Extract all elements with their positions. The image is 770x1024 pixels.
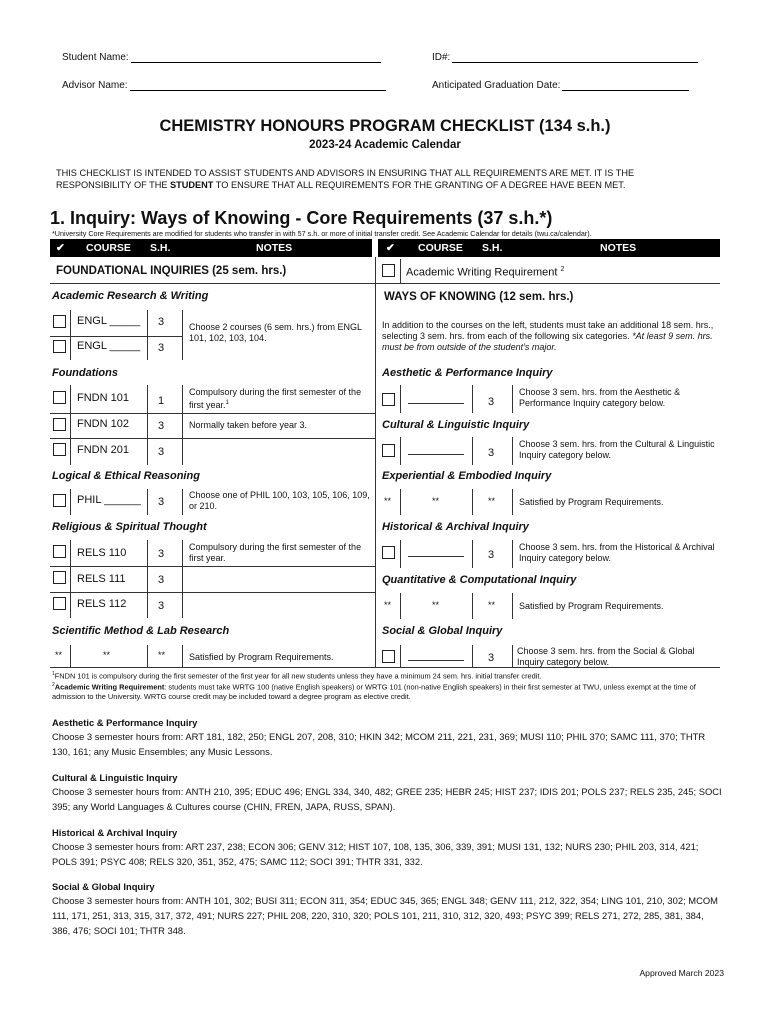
engl-sh-2: 3	[158, 342, 165, 354]
grid-line	[50, 566, 375, 567]
social-course-blank[interactable]	[408, 650, 464, 661]
grid-line	[512, 385, 513, 413]
advisor-name-field[interactable]	[62, 80, 386, 91]
historical-sh: 3	[488, 549, 495, 561]
cultural-course-blank[interactable]	[408, 444, 464, 455]
cultural-sh: 3	[488, 447, 495, 459]
rels111-sh: 3	[158, 574, 165, 586]
fndn101-course: FNDN 101	[77, 392, 129, 404]
student-name-label: Student Name:	[62, 52, 129, 63]
phil-sh: 3	[158, 496, 165, 508]
student-name-line[interactable]	[131, 52, 381, 63]
grid-line	[400, 489, 401, 515]
fndn102-course: FNDN 102	[77, 418, 129, 430]
social-list-body: Choose 3 semester hours from: ANTH 101, 302; BUSI 311; ECON 311, 354; EDUC 345, 365; ENGL 348; GENV 111, 212, 322, 354; LING 101, 210, 302; MCOM 111, 171, 251, 313, 315, 317, 372, 491; NURS 227; PHIL 208, 220, 310, 320; POLS 101, 211, 310, 312, 320, 493; PSYC 399; RELS 271, 272, 285, 381, 384, 386, 476; SOCI 101; THTR 348.	[52, 895, 718, 936]
checkbox[interactable]	[382, 264, 395, 277]
phil-note: Choose one of PHIL 100, 103, 105, 106, 109, or 210.	[189, 490, 370, 511]
rels110-note: Compulsory during the first semester of the first year.	[189, 542, 362, 563]
grid-line	[182, 489, 183, 515]
column-divider	[375, 257, 376, 667]
aesthetic-list-heading: Aesthetic & Performance Inquiry	[52, 717, 198, 728]
checkbox[interactable]	[53, 315, 66, 328]
graduation-date-line[interactable]	[562, 80, 689, 91]
aesthetic-note: Choose 3 sem. hrs. from the Aesthetic & Performance Inquiry category below.	[519, 387, 681, 408]
ways-of-knowing-note: In addition to the courses on the left, students must take an additional 18 sem. hrs., selecting 3 sem. hrs. from each of the following six categories. *At least 9 sem. hrs. must be from outside of the student’s major.	[382, 320, 714, 352]
grid-line	[70, 310, 71, 360]
grid-line	[50, 413, 375, 414]
grid-line	[50, 438, 375, 439]
header-sh: S.H.	[482, 242, 503, 254]
id-label: ID#:	[432, 52, 451, 63]
id-line[interactable]	[452, 52, 698, 63]
checkbox[interactable]	[382, 444, 395, 457]
page-subtitle: 2023-24 Academic Calendar	[309, 139, 461, 151]
historical-list-heading: Historical & Archival Inquiry	[52, 827, 178, 838]
historical-heading: Historical & Archival Inquiry	[382, 521, 529, 533]
ways-of-knowing-heading: WAYS OF KNOWING (12 sem. hrs.)	[384, 291, 574, 303]
grid-line	[400, 645, 401, 667]
social-note: Choose 3 sem. hrs. from the Social & Global Inquiry category below.	[517, 646, 695, 667]
grid-line	[147, 385, 148, 465]
grid-line	[512, 437, 513, 465]
grid-line	[472, 489, 473, 515]
sci-note: Satisfied by Program Requirements.	[189, 652, 334, 662]
grid-line	[182, 385, 183, 465]
sci-check: **	[55, 650, 63, 660]
aesthetic-heading: Aesthetic & Performance Inquiry	[382, 367, 553, 379]
grid-line	[400, 385, 401, 413]
grid-line	[375, 283, 720, 284]
sci-course: **	[103, 650, 111, 660]
cultural-note: Choose 3 sem. hrs. from the Cultural & Linguistic Inquiry category below.	[519, 439, 715, 460]
intro-text	[56, 167, 726, 191]
approved-date: Approved March 2023	[639, 968, 724, 978]
grid-line	[70, 540, 71, 618]
grid-line	[512, 645, 513, 667]
rels111-course: RELS 111	[77, 573, 126, 585]
scientific-heading: Scientific Method & Lab Research	[52, 625, 230, 637]
quantitative-note: Satisfied by Program Requirements.	[519, 601, 664, 611]
experiential-check: **	[384, 496, 392, 506]
grid-line	[400, 540, 401, 568]
footnote-1: $^1$FNDN 101 is compulsory during the first semester of the first year for all new students unless they have a minimum 24 sem. hrs. initial transfer credit.	[52, 671, 542, 681]
grid-line	[472, 385, 473, 413]
fndn201-sh: 3	[158, 446, 165, 458]
checkbox[interactable]	[53, 597, 66, 610]
grid-line	[182, 310, 183, 360]
intro-line-2: RESPONSIBILITY OF THE STUDENT TO ENSURE THAT ALL REQUIREMENTS FOR THE GRANTING OF A DEGREE HAVE BEEN MET.	[56, 180, 626, 190]
intro-line-1: THIS CHECKLIST IS INTENDED TO ASSIST STUDENTS AND ADVISORS IN ENSURING THAT ALL REQUIREMENTS ARE MET. IT IS THE	[56, 168, 635, 178]
aesthetic-list-body: Choose 3 semester hours from: ART 181, 182, 250; ENGL 207, 208, 310; HKIN 342; MCOM 211, 221, 231, 369; MUSI 110; PHIL 370; SAMC 111, 370; THTR 130, 161; any Music Ensembles; any Music Lessons.	[52, 731, 706, 757]
row-divider	[50, 283, 375, 284]
checkbox[interactable]	[382, 650, 395, 663]
logical-heading: Logical & Ethical Reasoning	[52, 470, 200, 482]
table-header-left	[50, 239, 372, 257]
foundational-heading: FOUNDATIONAL INQUIRIES (25 sem. hrs.)	[56, 265, 287, 277]
grid-line	[472, 645, 473, 667]
social-heading: Social & Global Inquiry	[382, 625, 503, 637]
advisor-name-line[interactable]	[130, 80, 386, 91]
grid-line	[400, 437, 401, 465]
grid-line	[400, 593, 401, 619]
fndn101-note: Compulsory during the first semester of the first year.$^1$	[189, 387, 362, 410]
graduation-date-label: Anticipated Graduation Date:	[432, 80, 561, 91]
experiential-sh: **	[488, 496, 496, 506]
quantitative-heading: Quantitative & Computational Inquiry	[382, 574, 577, 586]
grid-line	[512, 540, 513, 568]
grid-line	[147, 489, 148, 515]
social-list-heading: Social & Global Inquiry	[52, 881, 155, 892]
grid-line	[400, 259, 401, 283]
cultural-list-heading: Cultural & Linguistic Inquiry	[52, 772, 178, 783]
historical-list-body: Choose 3 semester hours from: ART 237, 238; ECON 306; GENV 312; HIST 107, 108, 135, 306, 339, 391; MUSI 131, 132; NURS 230; PHIL 203, 314, 421; POLS 391; PSYC 408; RELS 320, 351, 352, 475; SAMC 112; SOCI 391; THTR 331, 332.	[52, 841, 699, 867]
engl-course-2[interactable]: ENGL _____	[77, 340, 141, 352]
grid-line	[147, 645, 148, 667]
check-icon: ✔	[56, 242, 65, 254]
grid-line	[70, 645, 71, 667]
grid-line	[182, 645, 183, 667]
engl-sh-1: 3	[158, 316, 165, 328]
checkbox[interactable]	[53, 545, 66, 558]
grid-line	[472, 437, 473, 465]
sci-sh: **	[158, 650, 166, 660]
graduation-date-field[interactable]	[432, 80, 689, 91]
grid-line	[147, 310, 148, 360]
engl-course-1[interactable]: ENGL _____	[77, 315, 141, 327]
academic-writing-requirement: Academic Writing Requirement $^2$	[406, 266, 565, 279]
section-heading: 1. Inquiry: Ways of Knowing - Core Requirements (37 s.h.*)	[50, 208, 553, 228]
checkbox[interactable]	[382, 546, 395, 559]
religious-heading: Religious & Spiritual Thought	[52, 521, 207, 533]
rels110-sh: 3	[158, 548, 165, 560]
header-course: COURSE	[418, 242, 463, 254]
advisor-name-label: Advisor Name:	[62, 80, 128, 91]
fndn201-course: FNDN 201	[77, 444, 129, 456]
experiential-course: **	[432, 496, 440, 506]
fndn101-sh: 1	[158, 395, 165, 407]
grid-line	[70, 489, 71, 515]
footnote-2: $^2$Academic Writing Requirement: students must take WRTG 100 (native English speakers) or WRTG 101 (non-native English speakers) in their first semester at TWU, unless exempt at the time of admission to the University. WRTG course credit may be included toward a degree program as elective credit.	[52, 682, 696, 702]
table-bottom-line	[50, 667, 720, 668]
foundations-heading: Foundations	[52, 367, 118, 379]
historical-note: Choose 3 sem. hrs. from the Historical & Archival Inquiry category below.	[519, 542, 715, 563]
grid-line	[70, 385, 71, 465]
grid-line	[182, 540, 183, 618]
checkbox[interactable]	[53, 443, 66, 456]
checkbox[interactable]	[53, 340, 66, 353]
section-note: *University Core Requirements are modified for students who transfer in with 57 s.h. or more of initial transfer credit. See Academic Calendar for details (twu.ca/calendar).	[52, 229, 592, 238]
rels110-course: RELS 110	[77, 547, 127, 559]
grid-line	[50, 336, 182, 337]
grid-line	[472, 540, 473, 568]
header-course: COURSE	[86, 242, 131, 254]
aesthetic-course-blank[interactable]	[408, 393, 464, 404]
quantitative-course: **	[432, 600, 440, 610]
grid-line	[472, 593, 473, 619]
fndn102-note: Normally taken before year 3.	[189, 420, 308, 430]
checkbox[interactable]	[382, 393, 395, 406]
checkbox[interactable]	[53, 571, 66, 584]
checkbox[interactable]	[53, 418, 66, 431]
engl-note: Choose 2 courses (6 sem. hrs.) from ENGL 101, 102, 103, 104.	[189, 322, 362, 343]
rels112-sh: 3	[158, 600, 165, 612]
academic-research-heading: Academic Research & Writing	[52, 290, 209, 302]
id-field[interactable]	[432, 52, 698, 63]
grid-line	[512, 593, 513, 619]
rels112-course: RELS 112	[77, 598, 127, 610]
quantitative-check: **	[384, 600, 392, 610]
student-name-field[interactable]	[62, 52, 381, 63]
phil-course[interactable]: PHIL ______	[77, 494, 141, 506]
header-sh: S.H.	[150, 242, 171, 254]
check-icon: ✔	[386, 242, 395, 254]
page-title: CHEMISTRY HONOURS PROGRAM CHECKLIST (134 s.h.)	[159, 117, 611, 135]
grid-line	[512, 489, 513, 515]
social-sh: 3	[488, 652, 495, 664]
cultural-list-body: Choose 3 semester hours from: ANTH 210, 395; EDUC 496; ENGL 334, 340, 482; GREE 235; HEBR 245; HIST 237; IDIS 201; POLS 237; RELS 235, 245; SOCI 395; any World Languages & Cultures course (CHIN, FREN, JAPA, RUSS, SPAN).	[52, 786, 722, 812]
table-header-right	[378, 239, 720, 257]
checkbox[interactable]	[53, 391, 66, 404]
checkbox[interactable]	[53, 494, 66, 507]
historical-course-blank[interactable]	[408, 546, 464, 557]
experiential-heading: Experiential & Embodied Inquiry	[382, 470, 552, 482]
cultural-heading: Cultural & Linguistic Inquiry	[382, 419, 530, 431]
quantitative-sh: **	[488, 600, 496, 610]
fndn102-sh: 3	[158, 420, 165, 432]
grid-line	[50, 592, 375, 593]
header-notes: NOTES	[256, 242, 293, 254]
aesthetic-sh: 3	[488, 396, 495, 408]
header-notes: NOTES	[600, 242, 637, 254]
experiential-note: Satisfied by Program Requirements.	[519, 497, 664, 507]
grid-line	[147, 540, 148, 618]
